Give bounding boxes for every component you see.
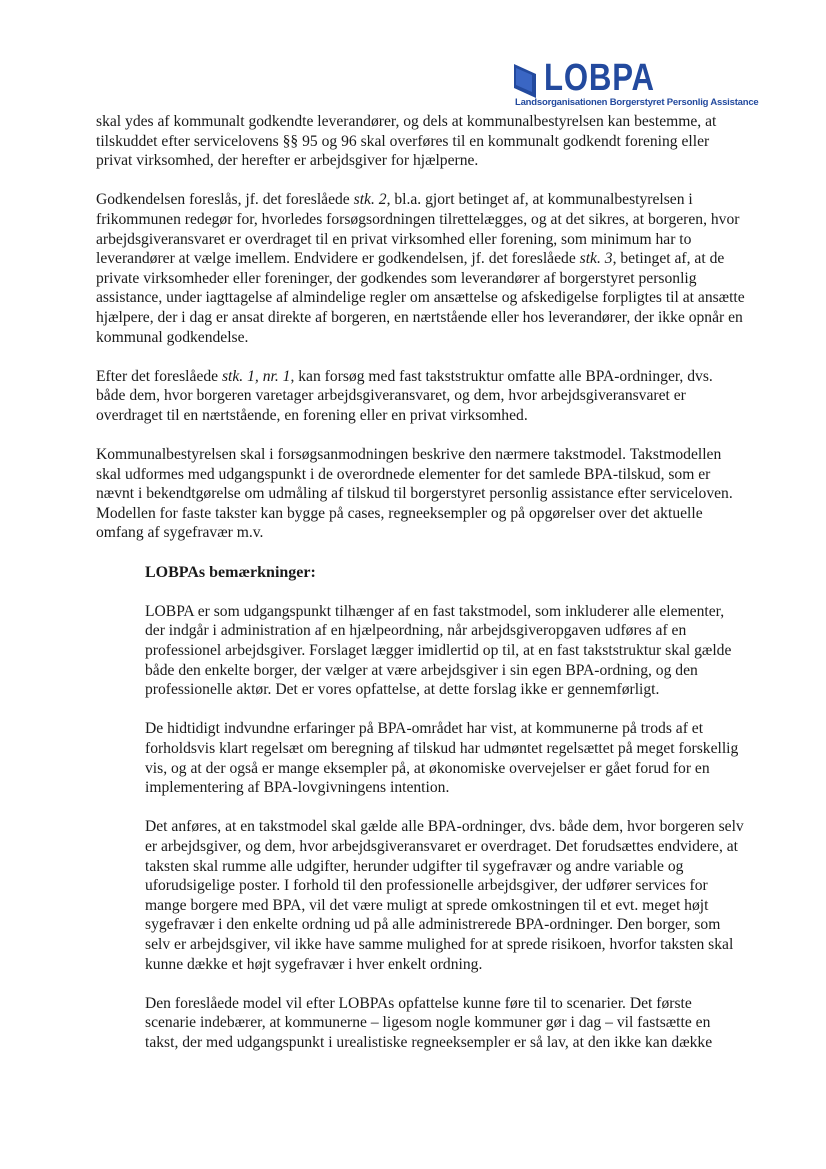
lobpa-logo bbox=[510, 58, 760, 112]
document-body bbox=[96, 112, 746, 1072]
logo-arrow-icon bbox=[514, 64, 544, 98]
paragraph-1: skal ydes af kommunalt godkendte leverandører, og dels at kommunalbestyrelsen kan bestemme, at tilskuddet efter servicelovens §§ 95 og 96 skal overføres til en kommunalt godkendt forening eller privat virksomhed, der herefter er arbejdsgiver for hjælperne. bbox=[96, 113, 717, 170]
remark-4: Den foreslåede model vil efter LOBPAs opfattelse kunne føre til to scenarier. Det første scenarie indebærer, at kommunerne – ligesom nogle kommuner gør i dag – vil fastsætte en takst, der med udgangspunkt i urealistiske regneeksempler er så lav, at den ikke kan dække bbox=[145, 994, 713, 1051]
remark-3: Det anføres, at en takstmodel skal gælde alle BPA-ordninger, dvs. både dem, hvor borgeren selv er arbejdsgiver, og dem, hvor arbejdsgiveransvaret er overdraget. Det forudsættes endvidere, at taksten skal rumme alle udgifter, herunder udgifter til sygefravær og andre variable og uforudsigelige poster. I forhold til den professionelle arbejdsgiver, der udfører services for mange borgere med BPA, vil det være muligt at sprede omkostningen til et evt. meget højt sygefravær i den enkelte ordning ud på alle administrerede BPA-ordninger. Den borger, som selv er arbejdsgiver, vil ikke have samme mulighed for at sprede risikoen, hvorfor taksten skal kunne dække et højt sygefravær i hver enkelt ordning. bbox=[145, 818, 744, 973]
logo-word: LOBPA bbox=[544, 57, 655, 99]
paragraph-2: Godkendelsen foreslås, jf. det foreslåede stk. 2, bl.a. gjort betinget af, at kommunalbestyrelsen i frikommunen redegør for, hvorledes forsøgsordningen tilrettelægges, og at det sikres, at borgeren, hvor arbejdsgiveransvaret er overdraget til en privat virksomhed eller forening, som minimum har to leverandører at vælge imellem. Endvidere er godkendelsen, jf. det foreslåede stk. 3, betinget af, at de private virksomheder eller foreninger, der godkendes som leverandører af borgerstyret personlig assistance, under iagttagelse af almindelige regler om ansættelse og afskedigelse forpligtes til at ansætte hjælpere, der i dag er ansat direkte af borgeren, en nærtstående eller hos leverandører, der ikke opnår en kommunal godkendelse. bbox=[96, 191, 745, 346]
remark-1: LOBPA er som udgangspunkt tilhænger af en fast takstmodel, som inkluderer alle elementer, der indgår i administration af en hjælpeordning, når arbejdsgiveropgaven udføres af en professionel arbejdsgiver. Forslaget lægger imidlertid op til, at en fast takststruktur skal gælde både den enkelte borger, der vælger at være arbejdsgiver i sin egen BPA-ordning, og den professionelle aktør. Det er vores opfattelse, at dette forslag ikke er gennemførligt. bbox=[145, 602, 732, 699]
remark-2: De hidtidigt indvundne erfaringer på BPA-området har vist, at kommunerne på trods af et forholdsvis klart regelsæt om beregning af tilskud har udmøntet regelsættet på meget forskellig vis, og at der også er mange eksempler på, at økonomiske overvejelser er gået forud for en implementering af BPA-lovgivningens intention. bbox=[145, 720, 739, 797]
paragraph-4: Kommunalbestyrelsen skal i forsøgsanmodningen beskrive den nærmere takstmodel. Takstmodellen skal udformes med udgangspunkt i de overordnede elementer for det samlede BPA-tilskud, som er nævnt i bekendtgørelse om udmåling af tilskud til borgerstyret personlig assistance efter serviceloven. Modellen for faste takster kan bygge på cases, regneeksempler og på opgørelser over det aktuelle omfang af sygefravær m.v. bbox=[96, 446, 733, 542]
section-heading: LOBPAs bemærkninger: bbox=[145, 563, 316, 581]
logo-tagline: Landsorganisationen Borgerstyret Personlig Assistance bbox=[515, 97, 759, 108]
paragraph-3: Efter det foreslåede stk. 1, nr. 1, kan forsøg med fast takststruktur omfatte alle BPA-ordninger, dvs. både dem, hvor borgeren varetager arbejdsgiveransvaret, og dem, hvor arbejdsgiveransvaret er overdraget til en nærtstående, en forening eller en privat virksomhed. bbox=[96, 367, 713, 424]
